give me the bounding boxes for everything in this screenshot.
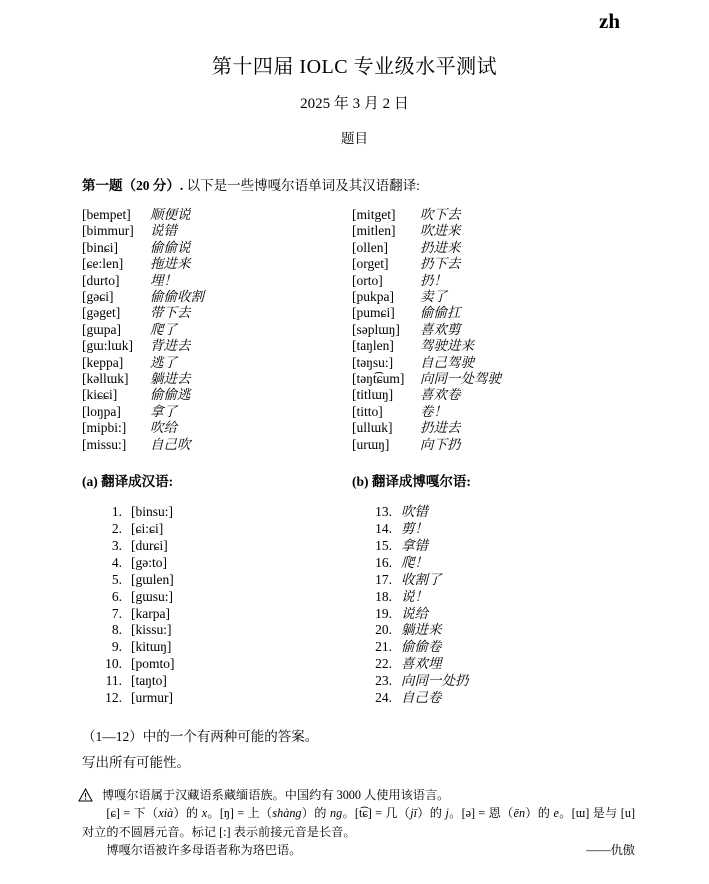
vocab-word: [keppa] bbox=[82, 354, 124, 370]
vocab-row bbox=[352, 305, 635, 321]
item-number: 16. bbox=[375, 554, 392, 570]
vocab-word: [orto] bbox=[352, 272, 383, 288]
item-number: 2. bbox=[111, 521, 122, 536]
vocab-word: [təŋt͡ɕum] bbox=[352, 371, 405, 387]
vocab-word: [gɯpa] bbox=[82, 321, 121, 337]
vocab-gloss: 吹进来 bbox=[420, 223, 461, 239]
vocab-row bbox=[352, 437, 635, 453]
vocab-gloss: 喜欢剪 bbox=[420, 321, 461, 337]
vocab-word: [bempet] bbox=[82, 207, 131, 222]
vocab-gloss: 拖进来 bbox=[150, 256, 191, 272]
vocab-row bbox=[82, 322, 352, 338]
item-text: 说给 bbox=[401, 605, 428, 621]
pinyin-italic-text: jī bbox=[410, 806, 417, 821]
item-text: [kissu:] bbox=[131, 622, 172, 638]
item-text: [ɕi:ɕi] bbox=[131, 521, 164, 536]
vocab-row bbox=[352, 420, 635, 436]
item-number: 10. bbox=[105, 656, 122, 672]
vocab-row bbox=[352, 240, 635, 256]
vocab-row bbox=[82, 437, 352, 453]
item-number: 7. bbox=[111, 605, 122, 621]
vocab-word: [pumɕi] bbox=[352, 305, 395, 321]
item-text: [kitɯŋ] bbox=[131, 639, 172, 655]
item-text: [taŋto] bbox=[131, 673, 167, 689]
pinyin-italic-text: xià bbox=[158, 806, 174, 821]
vocab-row bbox=[82, 305, 352, 321]
list-item bbox=[82, 622, 352, 639]
vocab-word: [gəget] bbox=[82, 305, 121, 321]
problem-content bbox=[82, 174, 635, 860]
pinyin-italic-text: x bbox=[201, 806, 208, 821]
item-number: 5. bbox=[111, 571, 122, 587]
language-tag: zh bbox=[599, 9, 620, 33]
vocab-gloss: 扔进来 bbox=[420, 239, 461, 255]
note-write-all: 写出所有可能性。 bbox=[82, 754, 190, 770]
vocab-word: [ollen] bbox=[352, 239, 388, 255]
footnote-line-1 bbox=[78, 786, 635, 805]
vocab-gloss: 卷！ bbox=[420, 403, 447, 419]
list-item bbox=[352, 656, 635, 673]
item-text: 喜欢埋 bbox=[401, 656, 442, 672]
item-text: 收割了 bbox=[401, 571, 442, 587]
vocab-gloss: 偷偷逃 bbox=[150, 387, 191, 403]
item-text: 偷偷卷 bbox=[401, 639, 442, 655]
doc-subtitle: 题目 bbox=[341, 131, 368, 146]
footnote-line-last bbox=[82, 841, 635, 860]
part-a-column bbox=[82, 470, 352, 707]
item-text: [binsu:] bbox=[131, 504, 173, 520]
note-two-answers: （1—12）中的一个有两种可能的答案。 bbox=[82, 728, 319, 744]
vocab-row bbox=[82, 223, 352, 239]
vocab-word: [titlɯŋ] bbox=[352, 387, 394, 403]
vocab-gloss: 向下扔 bbox=[420, 436, 461, 452]
item-number: 3. bbox=[111, 537, 122, 553]
vocab-gloss: 埋！ bbox=[150, 272, 177, 288]
vocab-word: [mitget] bbox=[352, 207, 396, 222]
list-item bbox=[352, 555, 635, 572]
item-text: [karpa] bbox=[131, 605, 170, 621]
vocab-word: [missu:] bbox=[82, 436, 127, 452]
problem-number-points: 第一题（20 分）. bbox=[82, 178, 184, 193]
vocab-gloss: 吹下去 bbox=[420, 207, 461, 222]
vocab-row bbox=[82, 371, 352, 387]
vocab-gloss: 偷偷收割 bbox=[150, 289, 204, 305]
vocab-row bbox=[352, 404, 635, 420]
list-item bbox=[352, 639, 635, 656]
list-item bbox=[82, 504, 352, 521]
vocabulary-table bbox=[82, 207, 635, 453]
vocab-word: [urɯŋ] bbox=[352, 436, 390, 452]
list-item bbox=[82, 521, 352, 538]
vocab-row bbox=[82, 273, 352, 289]
vocab-gloss: 带下去 bbox=[150, 305, 191, 321]
list-item bbox=[352, 589, 635, 606]
item-text: [gə:to] bbox=[131, 554, 167, 570]
vocab-gloss: 偷偷扛 bbox=[420, 305, 461, 321]
vocab-gloss: 偷偷说 bbox=[150, 239, 191, 255]
footnote-lhoba-note: 博嘎尔语被许多母语者称为珞巴语。 bbox=[106, 843, 302, 858]
vocab-word: [gɯ:lɯk] bbox=[82, 338, 133, 354]
vocab-row bbox=[352, 338, 635, 354]
warning-triangle-icon bbox=[78, 788, 93, 802]
item-number: 1. bbox=[111, 504, 122, 520]
vocab-row bbox=[352, 289, 635, 305]
footnote-text-segment: ）的 bbox=[417, 806, 446, 821]
part-b-label: (b) 翻译成博嘎尔语: bbox=[352, 474, 471, 490]
vocab-gloss: 扔！ bbox=[420, 272, 447, 288]
vocab-row bbox=[352, 273, 635, 289]
vocab-row bbox=[352, 322, 635, 338]
item-number: 12. bbox=[105, 690, 122, 706]
footnote-language-family: 博嘎尔语属于汉藏语系藏缅语族。中国约有 3000 人使用该语言。 bbox=[102, 787, 450, 802]
item-text: 向同一处扔 bbox=[401, 673, 469, 689]
pinyin-italic-text: j bbox=[445, 806, 449, 821]
item-number: 14. bbox=[375, 521, 392, 536]
vocab-word: [taŋlen] bbox=[352, 338, 394, 354]
vocab-word: [təŋsu:] bbox=[352, 354, 394, 370]
list-item bbox=[352, 521, 635, 538]
footnote-text-segment: ）的 bbox=[173, 806, 202, 821]
vocab-word: [kiɕɕi] bbox=[82, 387, 118, 403]
part-b-column bbox=[352, 470, 635, 707]
item-number: 11. bbox=[105, 673, 122, 689]
pinyin-italic-text: ng bbox=[330, 806, 343, 821]
vocab-gloss: 顺便说 bbox=[150, 207, 191, 222]
item-text: 吹错 bbox=[401, 504, 428, 520]
footnote-text-segment: 。[ə] = 恩（ bbox=[448, 806, 514, 821]
list-item bbox=[352, 622, 635, 639]
item-text: [durɕi] bbox=[131, 537, 168, 553]
item-number: 21. bbox=[375, 639, 392, 655]
vocab-gloss: 向同一处驾驶 bbox=[420, 371, 501, 387]
item-number: 13. bbox=[375, 504, 392, 520]
vocab-row bbox=[82, 404, 352, 420]
doc-date: 2025 年 3 月 2 日 bbox=[300, 96, 409, 112]
vocab-gloss: 驾驶进来 bbox=[420, 338, 474, 354]
item-text: 自己卷 bbox=[401, 690, 442, 706]
vocab-row bbox=[82, 338, 352, 354]
problem-intro-text: 以下是一些博嘎尔语单词及其汉语翻译: bbox=[186, 178, 420, 193]
vocab-word: [ullɯk] bbox=[352, 420, 393, 436]
vocab-gloss: 逃了 bbox=[150, 354, 177, 370]
vocab-gloss: 扔下去 bbox=[420, 256, 461, 272]
item-text: 爬！ bbox=[401, 554, 428, 570]
item-number: 4. bbox=[111, 554, 122, 570]
list-item bbox=[82, 656, 352, 673]
item-number: 18. bbox=[375, 588, 392, 604]
vocab-gloss: 拿了 bbox=[150, 403, 177, 419]
item-number: 8. bbox=[111, 622, 122, 638]
item-text: 拿错 bbox=[401, 537, 428, 553]
assignments-section bbox=[82, 470, 635, 707]
vocab-word: [mipbi:] bbox=[82, 420, 127, 436]
vocab-word: [ɕe:len] bbox=[82, 256, 124, 272]
item-text: 剪！ bbox=[401, 521, 428, 536]
footnote-text-segment: 。[ŋ] = 上（ bbox=[207, 806, 273, 821]
item-number: 24. bbox=[375, 690, 392, 706]
item-text: 躺进来 bbox=[401, 622, 442, 638]
vocab-word: [bimmur] bbox=[82, 223, 134, 239]
footnote-block bbox=[82, 786, 635, 860]
item-number: 20. bbox=[375, 622, 392, 638]
vocab-gloss: 躺进去 bbox=[150, 371, 191, 387]
vocab-row bbox=[82, 207, 352, 223]
footnote-text-segment: ）的 bbox=[525, 806, 554, 821]
list-item bbox=[352, 690, 635, 707]
vocab-word: [kəllɯk] bbox=[82, 371, 129, 387]
item-number: 9. bbox=[111, 639, 122, 655]
list-item bbox=[352, 606, 635, 623]
vocab-gloss: 喜欢卷 bbox=[420, 387, 461, 403]
item-number: 15. bbox=[375, 537, 392, 553]
item-text: 说！ bbox=[401, 588, 428, 604]
list-item bbox=[82, 673, 352, 690]
doc-title: 第十四届 IOLC 专业级水平测试 bbox=[211, 56, 498, 78]
part-a-label: (a) 翻译成汉语: bbox=[82, 474, 174, 490]
vocab-gloss: 自己驾驶 bbox=[420, 354, 474, 370]
vocab-word: [gəɕi] bbox=[82, 289, 114, 305]
item-text: [urmur] bbox=[131, 690, 173, 706]
list-item bbox=[82, 572, 352, 589]
vocab-gloss: 吹给 bbox=[150, 420, 177, 436]
footnote-text-segment: 。[ɯ] 是与 [u] 对立的不圆唇元音。标记 [:] 表示前接元音是长音。 bbox=[82, 806, 636, 839]
item-text: [gɯsu:] bbox=[131, 588, 173, 604]
list-item bbox=[82, 589, 352, 606]
list-item bbox=[82, 690, 352, 707]
vocab-row bbox=[352, 371, 635, 387]
vocab-gloss: 爬了 bbox=[150, 321, 177, 337]
pinyin-italic-text: e bbox=[553, 806, 559, 821]
author-signature: ——仇傲 bbox=[586, 843, 635, 858]
part-a-list bbox=[82, 504, 352, 707]
vocab-word: [binɕi] bbox=[82, 239, 118, 255]
item-number: 17. bbox=[375, 571, 392, 587]
vocab-word: [loŋpa] bbox=[82, 403, 121, 419]
list-item bbox=[352, 673, 635, 690]
list-item bbox=[82, 538, 352, 555]
footnote-text-segment: ）的 bbox=[301, 806, 330, 821]
vocab-row bbox=[82, 289, 352, 305]
vocab-word: [səplɯŋ] bbox=[352, 321, 400, 337]
vocab-row bbox=[82, 355, 352, 371]
vocab-gloss: 自己吹 bbox=[150, 436, 191, 452]
vocab-row bbox=[82, 256, 352, 272]
vocab-gloss: 背进去 bbox=[150, 338, 191, 354]
item-number: 22. bbox=[375, 656, 392, 672]
pinyin-italic-text: ēn bbox=[513, 806, 526, 821]
footnote-text-segment: 。[t͡ɕ] = 几（ bbox=[342, 806, 411, 821]
list-item bbox=[352, 538, 635, 555]
item-number: 19. bbox=[375, 605, 392, 621]
vocab-row bbox=[82, 240, 352, 256]
vocab-gloss: 扔进去 bbox=[420, 420, 461, 436]
vocab-row bbox=[352, 207, 635, 223]
item-number: 6. bbox=[111, 588, 122, 604]
list-item bbox=[352, 504, 635, 521]
vocab-row bbox=[352, 256, 635, 272]
problem-heading bbox=[82, 174, 635, 194]
vocab-row bbox=[352, 387, 635, 403]
footnote-phonetics bbox=[82, 804, 635, 841]
vocab-gloss: 卖了 bbox=[420, 289, 447, 305]
item-number: 23. bbox=[375, 673, 392, 689]
part-b-list bbox=[352, 504, 635, 707]
vocab-row bbox=[352, 355, 635, 371]
vocab-row bbox=[352, 223, 635, 239]
pinyin-italic-text: shàng bbox=[272, 806, 302, 821]
vocab-word: [durto] bbox=[82, 272, 120, 288]
vocab-word: [titto] bbox=[352, 403, 383, 419]
item-text: [gɯlen] bbox=[131, 571, 174, 587]
vocab-row bbox=[82, 420, 352, 436]
footnote-text-segment: [ɕ] = 下（ bbox=[106, 806, 159, 821]
vocab-word: [orget] bbox=[352, 256, 389, 272]
vocab-word: [pukpa] bbox=[352, 289, 394, 305]
vocab-column-right bbox=[352, 207, 635, 453]
item-text: [pomto] bbox=[131, 656, 175, 672]
vocab-gloss: 说错 bbox=[150, 223, 177, 239]
list-item bbox=[352, 572, 635, 589]
list-item bbox=[82, 606, 352, 623]
vocab-word: [mitlen] bbox=[352, 223, 396, 239]
list-item bbox=[82, 639, 352, 656]
vocab-row bbox=[82, 387, 352, 403]
list-item bbox=[82, 555, 352, 572]
vocab-column-left bbox=[82, 207, 352, 453]
